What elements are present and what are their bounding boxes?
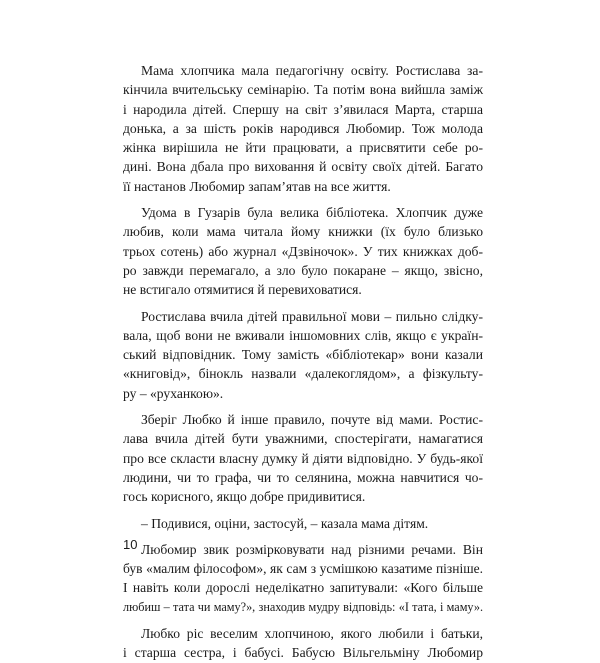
paragraph-2 xyxy=(123,203,483,299)
text-line: любиш – тата чи маму?», знаходив мудру відповідь: «І тата, і маму». xyxy=(123,599,483,614)
text-line: любив, коли мама читала йому книжки (їх було близько xyxy=(123,224,483,240)
text-line: людини, чи то графа, чи то селянина, можна навчитися чо- xyxy=(123,469,483,485)
text-line: Удома в Гузарів була велика бібліотека. Хлопчик дуже xyxy=(141,205,483,221)
text-line: ський відповідник. Тому замість «бібліотекар» вони казали xyxy=(123,347,483,363)
text-line: Любко ріс веселим хлопчиною, якого любили і батьки, xyxy=(141,626,483,642)
text-line: не встигало отямитися й перевиховатися. xyxy=(123,282,362,298)
text-line: Зберіг Любко й інше правило, почуте від мами. Ростис- xyxy=(141,412,483,428)
paragraph-4 xyxy=(123,410,483,506)
text-line: – Подивися, оціни, застосуй, – казала мама дітям. xyxy=(141,515,429,531)
text-line: Мама хлопчика мала педагогічну освіту. Ростислава за- xyxy=(141,63,483,78)
paragraph-6 xyxy=(123,540,483,617)
text-line: донька, а за шість років народився Любомир. Тож молода xyxy=(123,120,483,136)
text-line: «книговід», бінокль назвали «далекоглядом», а фізкульту- xyxy=(123,366,483,382)
text-line: гось корисного, якщо добре придивитися. xyxy=(123,489,366,505)
text-line: і народила дітей. Спершу на світ з’явилася Марта, старша xyxy=(123,101,483,117)
paragraph-3 xyxy=(123,307,483,403)
text-line: дині. Вона дбала про виховання й освіту своїх дітей. Багато xyxy=(123,159,483,175)
paragraph-1 xyxy=(123,61,483,196)
text-line: про все скласти власну думку й діяти відповідно. У будь-якої xyxy=(123,450,483,466)
text-line: був «малим філософом», як сам з усмішкою казатиме пізніше. xyxy=(123,561,483,577)
text-line: її настанов Любомир запам’ятав на все життя. xyxy=(123,178,391,194)
text-line: Ростислава вчила дітей правильної мови – пильно слідку- xyxy=(141,308,483,324)
text-line: лава вчила дітей бути уважними, спостерігати, намагатися xyxy=(123,431,483,447)
body-text xyxy=(123,61,483,663)
page-number: 10 xyxy=(123,537,138,552)
paragraph-5 xyxy=(123,514,483,533)
paragraph-7 xyxy=(123,624,483,663)
text-line: Любомир звик розмірковувати над різними речами. Він xyxy=(141,541,483,557)
text-line: І навіть коли дорослі неделікатно запитували: «Кого більше xyxy=(123,580,483,596)
text-line: кінчила вчительську семінарію. Та потім вона вийшла заміж xyxy=(123,82,483,98)
text-line: вала, щоб вони не вживали іншомовних слів, якщо є україн- xyxy=(123,327,483,343)
text-line: ро завжди перемагало, а зло було покаране – якщо, звісно, xyxy=(123,262,483,278)
text-line: ру – «руханкою». xyxy=(123,385,224,401)
text-line: і старша сестра, і бабусі. Бабусю Вільгельміну Любомир xyxy=(123,645,483,661)
text-line: трьох сотень) або журнал «Дзвіночок». У тих книжках доб- xyxy=(123,243,483,259)
text-line: жінка вирішила не йти працювати, а присвятити себе ро- xyxy=(123,140,483,156)
